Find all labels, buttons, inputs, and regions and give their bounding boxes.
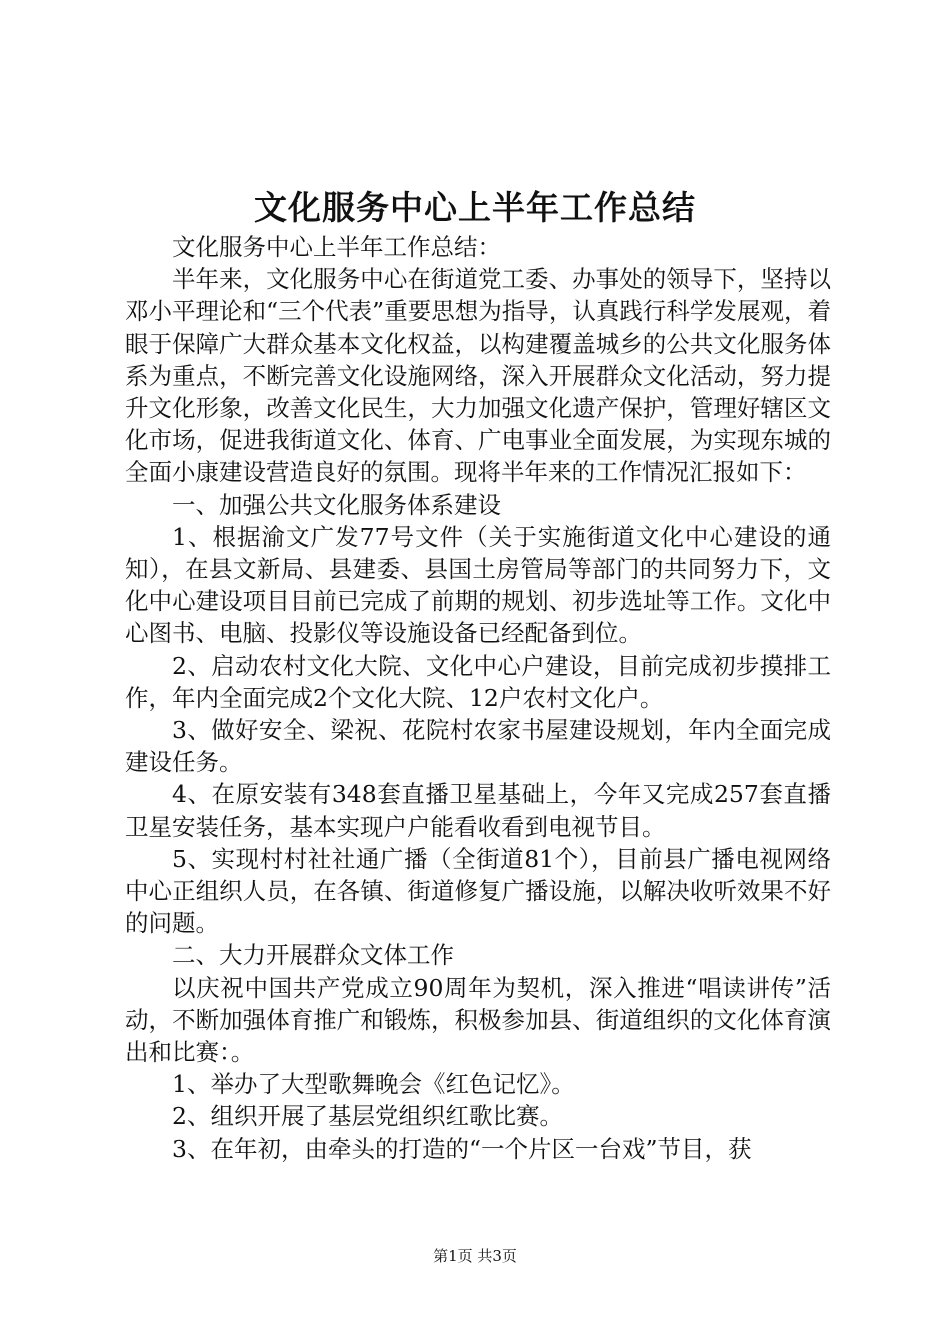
paragraph-item-2-1: 1、举办了大型歌舞晚会《红色记忆》。 bbox=[172, 1070, 575, 1099]
paragraph-intro: 文化服务中心上半年工作总结： bbox=[172, 233, 501, 261]
document-body bbox=[125, 231, 831, 1165]
paragraph-section-2-intro: 以庆祝中国共产党成立90周年为契机，深入推进“唱读讲传”活动，不断加强体育推广和锻炼，积极参加县、街道组织的文化体育演出和比赛：。 bbox=[125, 973, 831, 1067]
page-number: 第1页 bbox=[433, 1247, 473, 1265]
page-total: 共3页 bbox=[477, 1247, 517, 1265]
paragraph-item-1-4: 4、在原安装有348套直播卫星基础上，今年又完成257套直播卫星安装任务，基本实现户户能看收看到电视节目。 bbox=[125, 780, 831, 841]
paragraph-item-1-2: 2、启动农村文化大院、文化中心户建设，目前完成初步摸排工作，年内全面完成2个文化大院、12户农村文化户。 bbox=[125, 651, 831, 712]
paragraph-item-1-1: 1、根据渝文广发77号文件（关于实施街道文化中心建设的通知），在县文新局、县建委、县国土房管局等部门的共同努力下，文化中心建设项目目前已完成了前期的规划、初步选址等工作。文化中心图书、电脑、投影仪等设施设备已经配备到位。 bbox=[125, 522, 831, 648]
paragraph-item-2-2: 2、组织开展了基层党组织红歌比赛。 bbox=[172, 1102, 563, 1131]
paragraph-item-1-3: 3、做好安全、梁祝、花院村农家书屋建设规划，年内全面完成建设任务。 bbox=[125, 716, 831, 777]
paragraph-item-1-5: 5、实现村村社社通广播（全街道81个），目前县广播电视网络中心正组织人员，在各镇、街道修复广播设施，以解决收听效果不好的问题。 bbox=[125, 844, 831, 938]
paragraph-summary: 半年来，文化服务中心在街道党工委、办事处的领导下，坚持以邓小平理论和“三个代表”重要思想为指导，认真践行科学发展观，着眼于保障广大群众基本文化权益，以构建覆盖城乡的公共文化服务体系为重点，不断完善文化设施网络，深入开展群众文化活动，努力提升文化形象，改善文化民生，大力加强文化遗产保护，管理好辖区文化市场，促进我街道文化、体育、广电事业全面发展，为实现东城的全面小康建设营造良好的氛围。现将半年来的工作情况汇报如下： bbox=[125, 265, 831, 487]
section-heading-2: 二、大力开展群众文体工作 bbox=[172, 941, 454, 970]
section-heading-1: 一、加强公共文化服务体系建设 bbox=[172, 490, 501, 519]
page-footer bbox=[0, 1245, 950, 1267]
paragraph-item-2-3: 3、在年初，由牵头的打造的“一个片区一台戏”节目，获 bbox=[172, 1134, 752, 1163]
document-title: 文化服务中心上半年工作总结 bbox=[254, 188, 696, 227]
